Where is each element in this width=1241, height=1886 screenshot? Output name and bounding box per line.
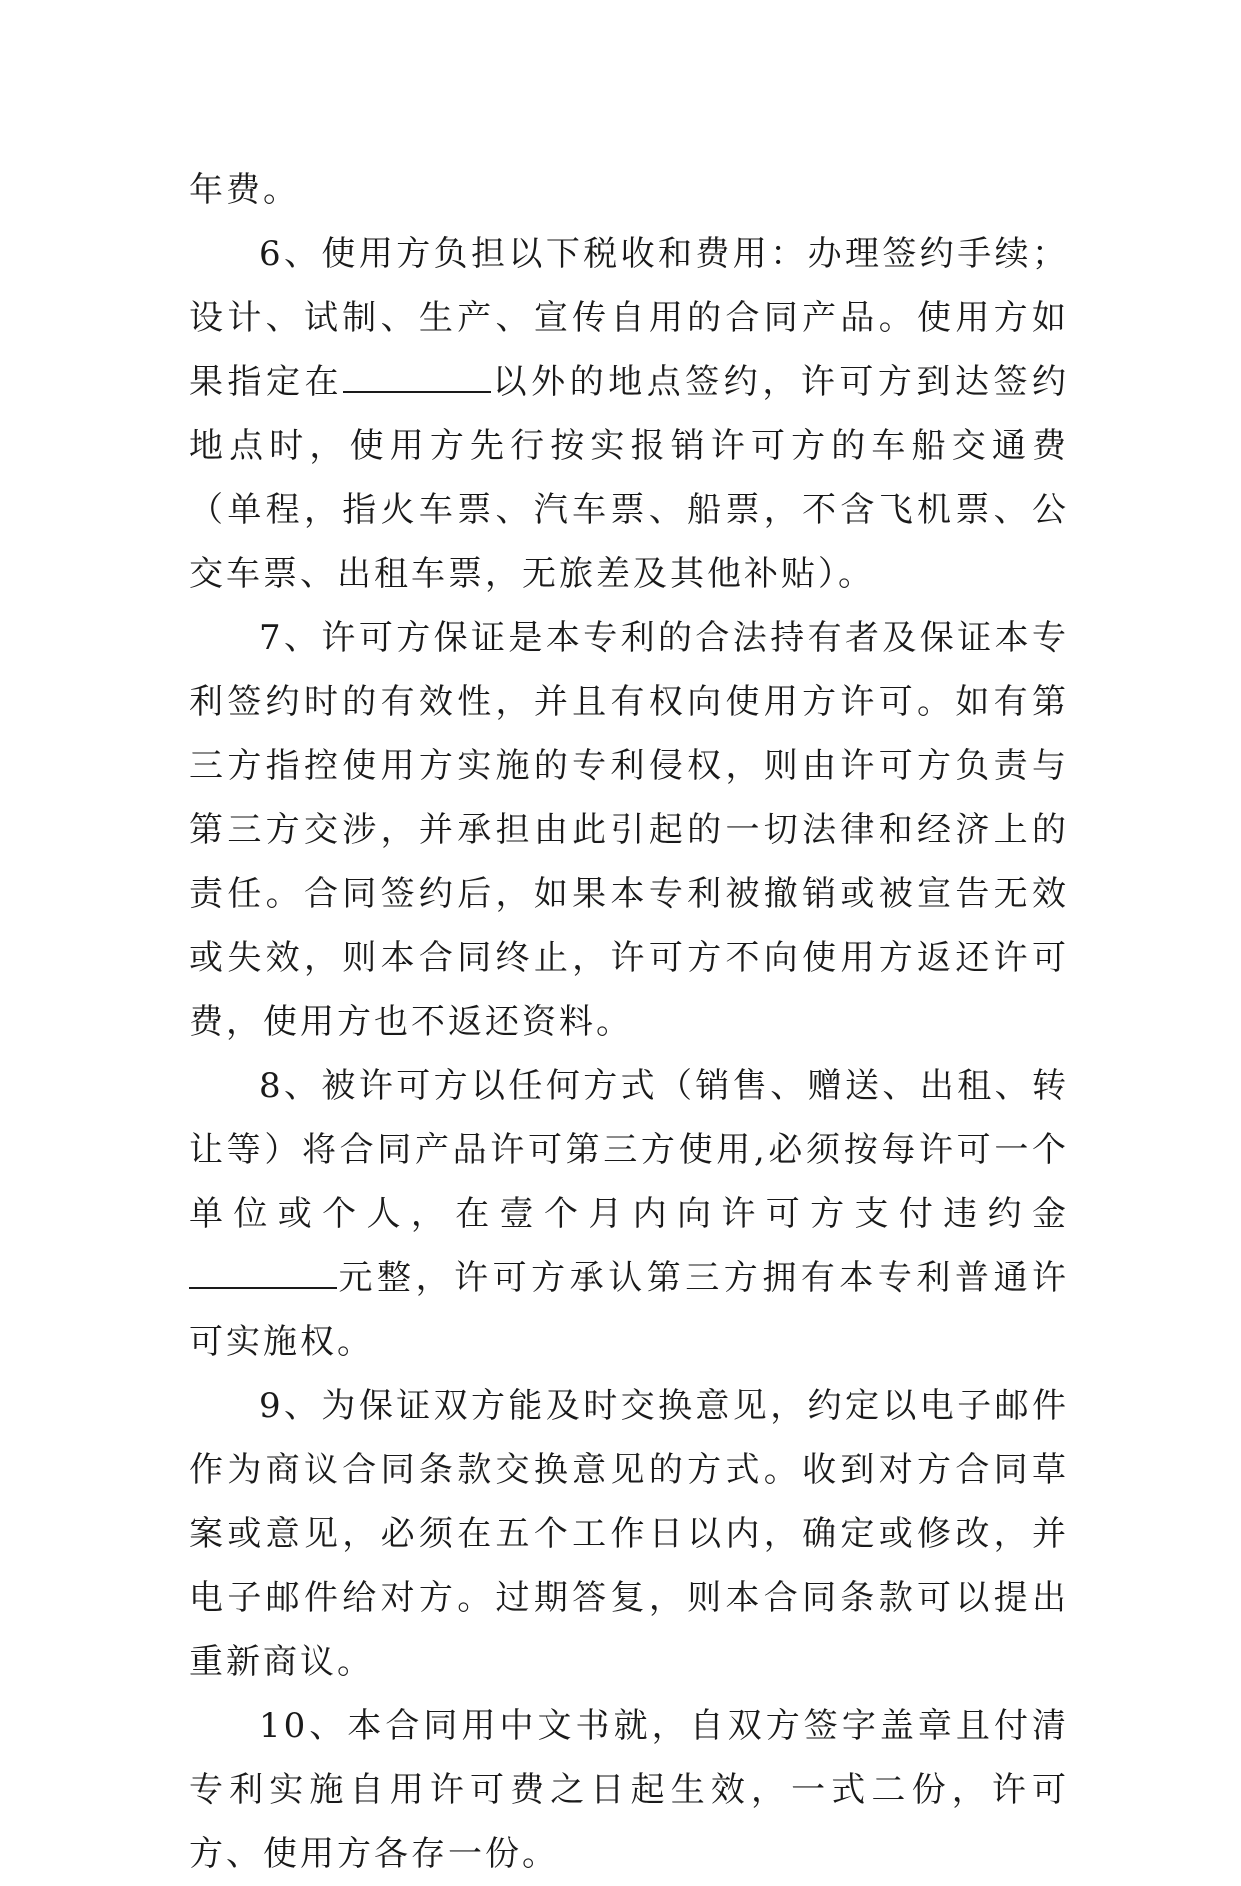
clause-6-text-b: 以外的地点签约，许可方到达签约地点时，使用方先行按实报销许可方的车船交通费（单程，指火车票、汽车票、船票，不含飞机票、公交车票、出租车票，无旅差及其他补贴）。 (189, 362, 1070, 594)
document-body (189, 158, 1069, 1886)
signing-location-blank (343, 361, 491, 393)
clause-6-text-a: 6、使用方负担以下税收和费用：办理签约手续；设计、试制、生产、宣传自用的合同产品。使用方如果指定在 (189, 234, 1069, 402)
clause-8-text-a: 8、被许可方以任何方式（销售、赠送、出租、转让等）将合同产品许可第三方使用,必须按每许可一个单位或个人，在壹个月内向许可方支付违约金 (189, 1066, 1069, 1234)
clause-7-patent-warranty: 7、许可方保证是本专利的合法持有者及保证本专利签约时的有效性，并且有权向使用方许可。如有第三方指控使用方实施的专利侵权，则由许可方负责与第三方交涉，并承担由此引起的一切法律和经济上的责任。合同签约后，如果本专利被撤销或被宣告无效或失效，则本合同终止，许可方不向使用方返还许可费，使用方也不返还资料。 (189, 618, 1069, 1042)
paragraph-annual-fee-end: 年费。 (189, 170, 300, 210)
clause-8-text-b: 元整，许可方承认第三方拥有本专利普通许可实施权。 (189, 1258, 1069, 1362)
clause-6-taxes-and-fees (189, 222, 1069, 606)
penalty-amount-blank (189, 1257, 337, 1289)
clause-9-communication: 9、为保证双方能及时交换意见，约定以电子邮件作为商议合同条款交换意见的方式。收到对方合同草案或意见，必须在五个工作日以内，确定或修改，并电子邮件给对方。过期答复，则本合同条款可以提出重新商议。 (189, 1386, 1069, 1682)
clause-10-effectiveness: 10、本合同用中文书就，自双方签字盖章且付清专利实施自用许可费之日起生效，一式二份，许可方、使用方各存一份。 (189, 1706, 1069, 1874)
clause-8-third-party-license (189, 1054, 1069, 1374)
